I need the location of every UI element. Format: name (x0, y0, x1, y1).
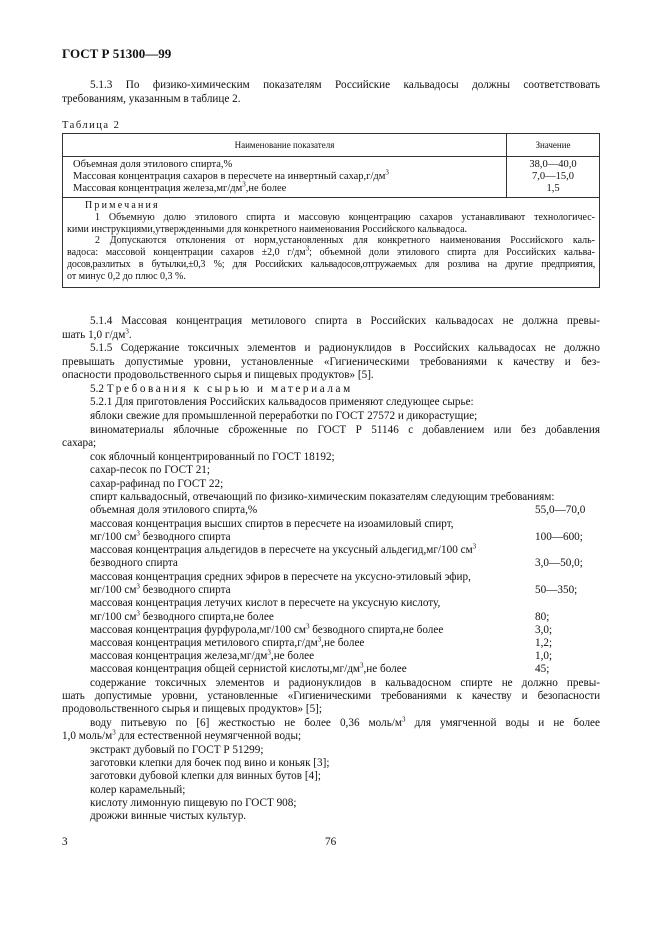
list-item: сахара; (62, 437, 97, 449)
table-row-value: 38,0—40,0 (529, 159, 577, 170)
list-item: дрожжи винные чистых культур. (90, 810, 247, 822)
list-item: заготовки дубовой клепки для винных бутов [4]; (90, 770, 321, 782)
note-2-line1: 2 Допускаются отклонения от норм,установленных для конкретного наименования Российского каль- (95, 235, 595, 247)
table-caption: Таблица 2 (62, 120, 121, 131)
spec-label: мг/100 $см^3$ безводного спирта (90, 529, 231, 543)
list-item: яблоки свежие для промышленной переработки по ГОСТ 27572 и дикорастущие; (90, 410, 478, 422)
list-item: сахар-рафинад по ГОСТ 22; (90, 478, 224, 490)
column-header-value: Значение (507, 134, 600, 157)
note-1-line1: 1 Объемную долю этилового спирта и массовую концентрацию сахаров устанавливают технологичес- (95, 211, 595, 223)
list-item: спирт кальвадосный, отвечающий по физико-химическим показателям следующим требованиям: (90, 491, 555, 503)
spec-value: 1,2; (535, 637, 553, 649)
table-row-value: 7,0—15,0 (532, 171, 574, 182)
table-row-name: Объемная доля этилового спирта,% (73, 159, 233, 170)
document-header: ГОСТ Р 51300—99 (62, 46, 172, 61)
para-5-2-1-line1: 5.2.1 Для приготовления Российских кальвадосов применяют следующее сырье: (90, 396, 474, 408)
list-item: заготовки клепки для бочек под вино и коньяк [3]; (90, 757, 330, 769)
para-5-1-4-line2: шать 1,0 $г/дм^3$. (62, 327, 132, 341)
table-2 (62, 133, 600, 288)
table-row-name: Массовая концентрация $железа,мг/дм^3,не$ более (73, 180, 287, 194)
spec-label: массовая концентрация высших спиртов в пересчете на изоамиловый спирт, (90, 518, 454, 530)
spec-label: массовая концентрация фурфурола,мг/100 $см^3$ безводного спирта,не более (90, 622, 444, 636)
spec-label: мг/100 $см^3$ безводного спирта (90, 582, 231, 596)
table-value-cell (507, 157, 600, 198)
table-name-cell (63, 157, 507, 198)
spec-value: 3,0—50,0; (535, 557, 583, 569)
note-2-line2: вадоса: массовой концентрации сахаров ±2,0 $г/дм^3$; объемной доли этилового спирта для Российских кальва- (67, 244, 595, 259)
spec-label: массовая концентрация альдегидов в пересчете на уксусный альдегид,мг/100 $см^3$ (90, 542, 477, 556)
list-item: сок яблочный концентрированный по ГОСТ 18192; (90, 451, 335, 463)
list-item: кислоту лимонную пищевую по ГОСТ 908; (90, 797, 297, 809)
para-5-1-3-line1: 5.1.3 По физико-химическим показателям Российские кальвадосы должны соответствовать (90, 79, 600, 91)
toxic-para-line3: продовольственного сырья и пищевых продуктов» [5]; (62, 703, 323, 715)
para-5-1-3-line2: требованиям, указанным в таблице 2. (62, 93, 241, 105)
page-number: 76 (325, 836, 337, 848)
list-item: экстракт дубовый по ГОСТ Р 51299; (90, 744, 264, 756)
table-row-value: 1,5 (546, 183, 560, 194)
table-row-name: Массовая концентрация сахаров в пересчете на инвертный $сахар,г/дм^3$ (73, 168, 389, 182)
water-line1: воду питьевую по [6] жесткостью не более 0,36 моль/$м^3$ для умягченной воды и не более (90, 715, 600, 729)
spec-value: 1,0; (535, 650, 553, 662)
toxic-para-line2: шать допустимые уровни, установленные «Гигиеническими требованиями к качеству и безопасности (62, 690, 600, 702)
spec-label: массовая концентрация метилового $спирта,г/дм^3,не$ более (90, 635, 365, 649)
footer-left-number: 3 (62, 836, 68, 848)
note-2-line4: от минус 0,2 до плюс 0,3 %. (67, 270, 186, 282)
list-item: виноматериалы яблочные сброженные по ГОСТ Р 51146 с добавлением или без добавления (90, 424, 600, 436)
notes-title: Примечания (85, 200, 160, 211)
spec-value: 3,0; (535, 624, 553, 636)
spec-value: 45; (535, 663, 550, 675)
spec-label: мг/100 $см^3$ безводного спирта,не более (90, 609, 274, 623)
spec-label: массовая концентрация летучих кислот в пересчете на уксусную кислоту, (90, 597, 441, 609)
note-1-line2: кими инструкциями,утвержденными для конкретного наименования Российского кальвадоса. (67, 223, 468, 235)
section-5-2-heading: 5.2 Требования к сырью и материалам (90, 383, 353, 395)
spec-label: объемная доля этилового спирта,% (90, 504, 258, 516)
water-line2: 1,0 моль/$м^3$ для естественной неумягченной воды; (62, 728, 302, 742)
list-item: сахар-песок по ГОСТ 21; (90, 464, 210, 476)
spec-value: 80; (535, 611, 550, 623)
para-5-1-5-line1: 5.1.5 Содержание токсичных элементов и радионуклидов в Российских кальвадосах не должно (90, 342, 600, 354)
spec-value: 55,0—70,0 (535, 504, 586, 516)
table-notes (63, 198, 600, 288)
spec-value: 100—600; (535, 531, 583, 543)
para-5-1-5-line3: опасности продовольственного сырья и пищевых продуктов» [5]. (62, 369, 374, 381)
column-header-name: Наименование показателя (63, 134, 507, 157)
spec-label: массовая концентрация $железа,мг/дм^3,не$ более (90, 648, 315, 662)
para-5-1-5-line2: превышать допустимые уровни, установленные «Гигиеническими требованиями к качеству и без- (62, 356, 600, 368)
list-item: колер карамельный; (90, 784, 186, 796)
toxic-para-line1: содержание токсичных элементов и радионуклидов в кальвадосном спирте не должно превы- (90, 677, 600, 689)
spec-label: массовая концентрация общей сернистой $кислоты,мг/дм^3,не$ более (90, 661, 407, 675)
spec-label: безводного спирта (90, 557, 178, 569)
spec-label: массовая концентрация средних эфиров в пересчете на уксусно-этиловый эфир, (90, 571, 471, 583)
spec-value: 50—350; (535, 584, 578, 596)
note-2-line3: досов,разлитых в бутылки,±0,3 %; для Российских кальвадосов,отгружаемых для розлива на другие предприятия, (67, 258, 595, 270)
para-5-1-4-line1: 5.1.4 Массовая концентрация метилового спирта в Российских кальвадосах не должна превы- (90, 315, 600, 327)
